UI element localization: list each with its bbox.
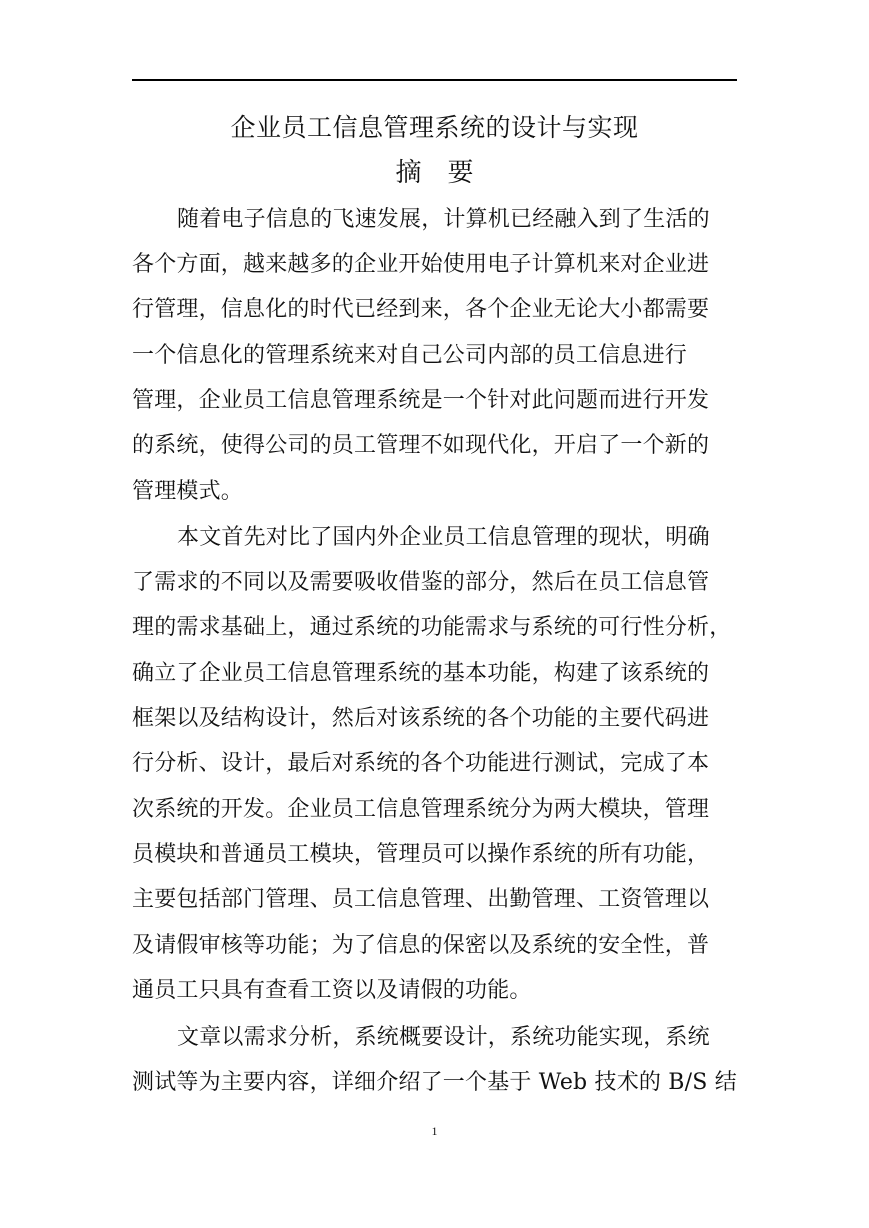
paragraph-2-line-9: 主要包括部门管理、员工信息管理、出勤管理、工资管理以 [132,887,710,912]
paragraph-2-line-8: 员模块和普通员工模块，管理员可以操作系统的所有功能， [132,842,710,867]
paragraph-2-line-2: 了需求的不同以及需要吸收借鉴的部分，然后在员工信息管 [132,570,710,595]
paragraph-1-line-7: 管理模式。 [132,479,244,504]
paragraph-2-line-1: 本文首先对比了国内外企业员工信息管理的现状，明确 [177,525,710,550]
paragraph-2-line-4: 确立了企业员工信息管理系统的基本功能，构建了该系统的 [132,661,710,686]
paragraph-2-line-3: 理的需求基础上，通过系统的功能需求与系统的可行性分析， [132,615,732,640]
paragraph-2-line-10: 及请假审核等功能；为了信息的保密以及系统的安全性，普 [132,933,710,958]
abstract-heading: 摘 要 [395,158,474,188]
paragraph-2-line-6: 行分析、设计，最后对系统的各个功能进行测试，完成了本 [132,751,710,776]
paragraph-1-line-2: 各个方面，越来越多的企业开始使用电子计算机来对企业进 [132,252,710,277]
header-rule [132,79,737,81]
paragraph-2-line-7: 次系统的开发。企业员工信息管理系统分为两大模块，管理 [132,797,710,822]
document-title: 企业员工信息管理系统的设计与实现 [230,113,639,142]
paragraph-1-line-5: 管理，企业员工信息管理系统是一个针对此问题而进行开发 [132,388,710,413]
paragraph-1-line-4: 一个信息化的管理系统来对自己公司内部的员工信息进行 [132,343,688,368]
paragraph-3-line-2: 测试等为主要内容，详细介绍了一个基于 Web 技术的 B/S 结 [132,1070,737,1095]
paragraph-2-line-11: 通员工只具有查看工资以及请假的功能。 [132,978,532,1003]
paragraph-1-line-6: 的系统，使得公司的员工管理不如现代化，开启了一个新的 [132,433,710,458]
paragraph-2-line-5: 框架以及结构设计，然后对该系统的各个功能的主要代码进 [132,706,710,731]
page-number: 1 [431,1124,438,1138]
paragraph-3-line-1: 文章以需求分析，系统概要设计，系统功能实现，系统 [177,1025,710,1050]
paragraph-1-line-3: 行管理，信息化的时代已经到来，各个企业无论大小都需要 [132,297,710,322]
paragraph-1-line-1: 随着电子信息的飞速发展，计算机已经融入到了生活的 [177,207,710,232]
